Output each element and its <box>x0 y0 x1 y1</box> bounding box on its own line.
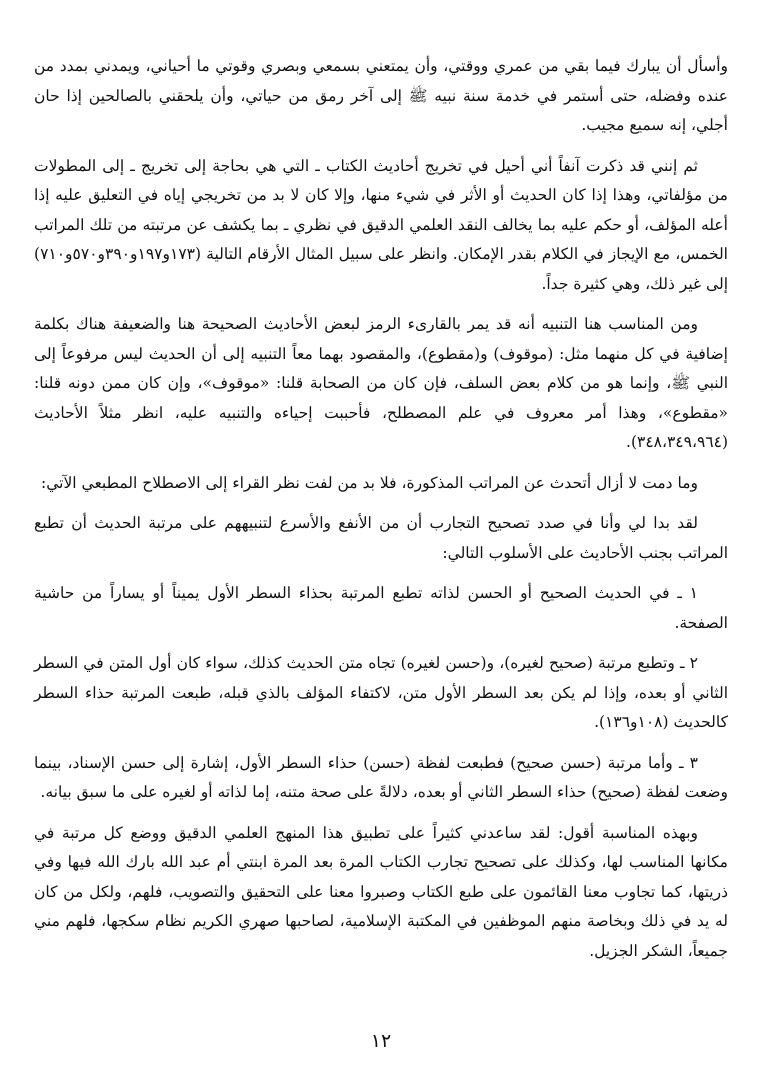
paragraph-2: ثم إنني قد ذكرت آنفاً أني أحيل في تخريج أحاديث الكتاب ـ التي هي بحاجة إلى تخريج ـ إلى المطولات من مؤلفاتي، وهذا إذا كان الحديث أو الأثر في شيء منها، وإلا كان لا بد من تخريجي إياه في التعليق عليه إذا أعله المؤلف، أو حكم عليه بما يخالف النقد العلمي الدقيق في نظري ـ بما يكشف عن مرتبته من تلك المراتب الخمس، مع الإيجاز في الكلام بقدر الإمكان. وانظر على سبيل المثال الأرقام التالية (١٧٣و١٩٧و٣٩٠و٥٧٠و٧١٠) إلى غير ذلك، وهي كثيرة جداً. <box>34 156 728 293</box>
paragraph-3: ومن المناسب هنا التنبيه أنه قد يمر بالقارىء الرمز لبعض الأحاديث الصحيحة هنا والضعيفة هناك بكلمة إضافية في كل منهما مثل: (موقوف) و(مقطوع)، والمقصود بهما معاً التنبيه إلى أن الحديث ليس مرفوعاً إلى النبي ﷺ، وإنما هو من كلام بعض السلف، فإن كان من الصحابة قلنا: «موقوف»، وإن كان ممن دونه قلنا: «مقطوع»، وهذا أمر معروف في علم المصطلح، فأحببت إحياءه والتنبيه عليه، انظر مثلاً الأحاديث (٣٤٨،٣٤٩،٩٦٤). <box>34 315 728 451</box>
paragraph-7: ٢ ـ وتطبع مرتبة (صحيح لغيره)، و(حسن لغيره) تجاه متن الحديث كذلك، سواء كان أول المتن في السطر الثاني أو بعده، وإذا لم يكن بعد السطر الأول متن، لاكتفاء المؤلف بالذي قبله، طبعت المرتبة حذاء السطر كالحديث (١٠٨و١٣٦). <box>34 654 728 731</box>
paragraph-1: وأسأل أن يبارك فيما بقي من عمري ووقتي، وأن يمتعني بسمعي وبصري وقوتي ما أحياني، ويمدني بمدد من عنده وفضله، حتى أستمر في خدمة سنة نبيه ﷺ إلى آخر رمق من حياتي، وأن يلحقني بالصالحين إذا حان أجلي، إنه سميع مجيب. <box>34 57 728 134</box>
page-number: ١٢ <box>370 1030 392 1052</box>
paragraph-9: وبهذه المناسبة أقول: لقد ساعدني كثيراً على تطبيق هذا المنهج العلمي الدقيق ووضع كل مرتبة في مكانها المناسب لها، وكذلك على تصحيح تجارب الكتاب المرة بعد المرة ابنتي أم عبد الله بارك الله فيها وفي ذريتها، كما تجاوب معنا القائمون على طبع الكتاب وصبروا معنا على التحقيق والتصويب، فلهم، ولكل من كان له يد في ذلك وبخاصة منهم الموظفين في المكتبة الإسلامية، لصاحبها صهري الكريم نظام سكجها، فلهم مني جميعاً، الشكر الجزيل. <box>34 823 728 960</box>
page-body <box>34 52 728 977</box>
paragraph-4: وما دمت لا أزال أتحدث عن المراتب المذكورة، فلا بد من لفت نظر القراء إلى الاصطلاح المطبعي الآتي: <box>41 473 698 492</box>
paragraph-8: ٣ ـ وأما مرتبة (حسن صحيح) فطبعت لفظة (حسن) حذاء السطر الأول، إشارة إلى حسن الإسناد، بينما وضعت لفظة (صحيح) حذاء السطر الثاني أو بعده، دلالةً على صحة متنه، إما لذاته أو لغيره على ما سبق بيانه. <box>34 753 728 801</box>
paragraph-6: ١ ـ في الحديث الصحيح أو الحسن لذاته تطبع المرتبة بحذاء السطر الأول يميناً أو يساراً من حاشية الصفحة. <box>34 584 728 632</box>
paragraph-5: لقد بدا لي وأنا في صدد تصحيح التجارب أن من الأنفع والأسرع لتنبيههم على مرتبة الحديث أن تطبع المراتب بجنب الأحاديث على الأسلوب التالي: <box>34 514 728 562</box>
